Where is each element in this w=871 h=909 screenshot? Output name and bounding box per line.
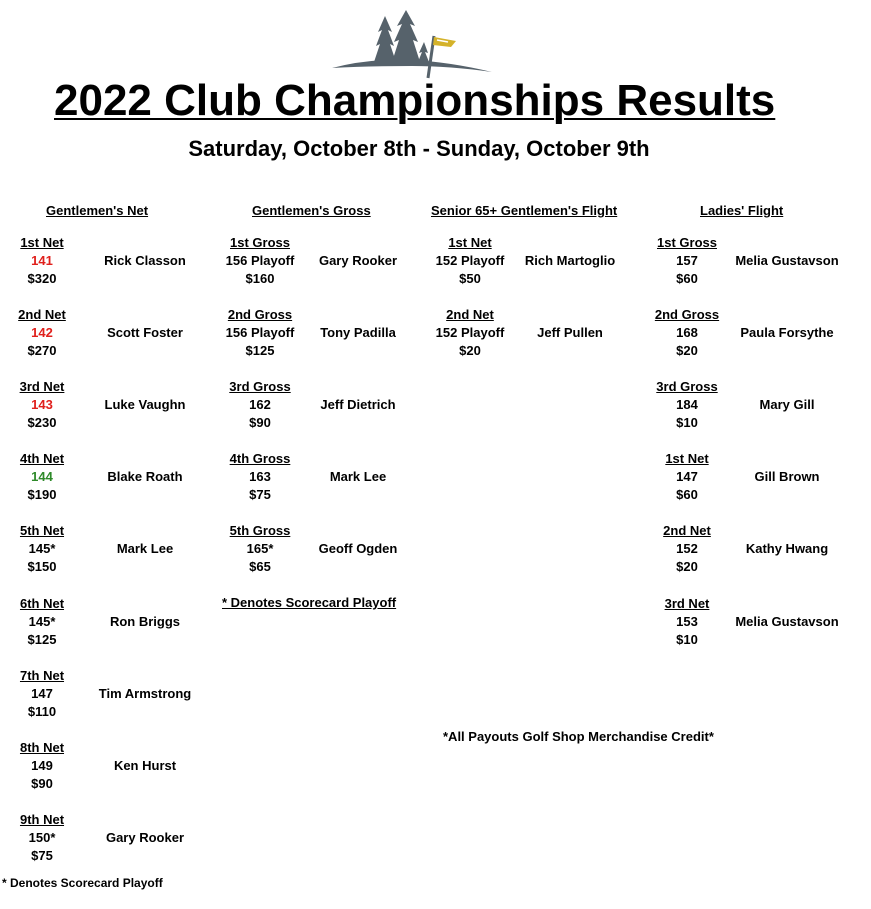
score-value: 168 <box>676 325 698 340</box>
place-label: 2nd Gross <box>227 307 293 322</box>
player-name: Scott Foster <box>107 325 183 340</box>
place-label: 4th Net <box>19 451 65 466</box>
player-name: Mark Lee <box>329 469 387 484</box>
score-value: 145* <box>28 541 56 556</box>
prize-amount: $90 <box>31 776 53 791</box>
prize-amount: $75 <box>249 487 271 502</box>
place-label: 3rd Net <box>19 379 65 394</box>
club-logo <box>330 10 495 85</box>
heading-ladies-flight: Ladies' Flight <box>700 203 784 218</box>
page-title: 2022 Club Championships Results <box>54 76 776 125</box>
prize-amount: $10 <box>676 415 698 430</box>
place-label: 3rd Gross <box>229 379 291 394</box>
player-name: Kathy Hwang <box>745 541 829 556</box>
playoff-footnote: * Denotes Scorecard Playoff <box>2 876 163 890</box>
score-value: 163 <box>249 469 271 484</box>
prize-amount: $10 <box>676 632 698 647</box>
prize-amount: $60 <box>676 271 698 286</box>
player-name: Geoff Ogden <box>318 541 398 556</box>
score-value: 144 <box>31 469 53 484</box>
place-label: 5th Gross <box>229 523 291 538</box>
payout-note: *All Payouts Golf Shop Merchandise Credit* <box>443 729 714 744</box>
player-name: Ron Briggs <box>109 614 181 629</box>
score-value: 153 <box>676 614 698 629</box>
player-name: Mark Lee <box>116 541 174 556</box>
place-label: 1st Gross <box>657 235 717 250</box>
prize-amount: $110 <box>27 704 57 719</box>
player-name: Jeff Pullen <box>537 325 603 340</box>
score-value: 156 Playoff <box>225 325 295 340</box>
score-value: 147 <box>31 686 53 701</box>
player-name: Mary Gill <box>759 397 815 412</box>
heading-gentlemen-net: Gentlemen's Net <box>46 203 149 218</box>
place-label: 4th Gross <box>229 451 291 466</box>
prize-amount: $125 <box>245 343 275 358</box>
player-name: Tony Padilla <box>320 325 396 340</box>
score-value: 149 <box>31 758 53 773</box>
score-value: 147 <box>676 469 698 484</box>
player-name: Tim Armstrong <box>98 686 192 701</box>
score-value: 152 Playoff <box>435 253 505 268</box>
player-name: Melia Gustavson <box>735 253 839 268</box>
prize-amount: $20 <box>676 343 698 358</box>
event-dates: Saturday, October 8th - Sunday, October 9th <box>188 136 650 161</box>
prize-amount: $90 <box>249 415 271 430</box>
place-label: 5th Net <box>19 523 65 538</box>
player-name: Luke Vaughn <box>104 397 186 412</box>
prize-amount: $65 <box>249 559 271 574</box>
player-name: Jeff Dietrich <box>320 397 396 412</box>
prize-amount: $190 <box>27 487 57 502</box>
player-name: Rick Classon <box>104 253 186 268</box>
score-value: 152 Playoff <box>435 325 505 340</box>
player-name: Gill Brown <box>754 469 820 484</box>
gross-playoff-note: * Denotes Scorecard Playoff <box>222 595 397 610</box>
player-name: Blake Roath <box>107 469 183 484</box>
player-name: Melia Gustavson <box>735 614 839 629</box>
prize-amount: $60 <box>676 487 698 502</box>
score-value: 150* <box>28 830 56 845</box>
place-label: 1st Net <box>20 235 64 250</box>
place-label: 3rd Gross <box>656 379 718 394</box>
prize-amount: $125 <box>27 632 57 647</box>
prize-amount: $75 <box>31 848 53 863</box>
score-value: 141 <box>31 253 53 268</box>
place-label: 7th Net <box>19 668 65 683</box>
place-label: 8th Net <box>19 740 65 755</box>
place-label: 1st Net <box>665 451 709 466</box>
prize-amount: $50 <box>459 271 481 286</box>
score-value: 184 <box>676 397 698 412</box>
prize-amount: $20 <box>676 559 698 574</box>
place-label: 2nd Net <box>663 523 711 538</box>
score-value: 143 <box>31 397 53 412</box>
score-value: 157 <box>676 253 698 268</box>
prize-amount: $270 <box>27 343 57 358</box>
score-value: 165* <box>246 541 274 556</box>
player-name: Gary Rooker <box>318 253 398 268</box>
place-label: 2nd Gross <box>654 307 720 322</box>
score-value: 142 <box>31 325 53 340</box>
place-label: 3rd Net <box>664 596 710 611</box>
heading-gentlemen-gross: Gentlemen's Gross <box>252 203 371 218</box>
prize-amount: $160 <box>245 271 275 286</box>
place-label: 6th Net <box>19 596 65 611</box>
prize-amount: $320 <box>27 271 57 286</box>
place-label: 1st Gross <box>230 235 290 250</box>
place-label: 1st Net <box>448 235 492 250</box>
score-value: 162 <box>249 397 271 412</box>
prize-amount: $20 <box>459 343 481 358</box>
player-name: Paula Forsythe <box>740 325 834 340</box>
place-label: 9th Net <box>19 812 65 827</box>
place-label: 2nd Net <box>18 307 66 322</box>
score-value: 145* <box>28 614 56 629</box>
player-name: Ken Hurst <box>113 758 177 773</box>
player-name: Gary Rooker <box>105 830 185 845</box>
score-value: 156 Playoff <box>225 253 295 268</box>
player-name: Rich Martoglio <box>524 253 616 268</box>
heading-senior-flight: Senior 65+ Gentlemen's Flight <box>431 203 618 218</box>
score-value: 152 <box>676 541 698 556</box>
prize-amount: $150 <box>27 559 57 574</box>
place-label: 2nd Net <box>446 307 494 322</box>
prize-amount: $230 <box>27 415 57 430</box>
